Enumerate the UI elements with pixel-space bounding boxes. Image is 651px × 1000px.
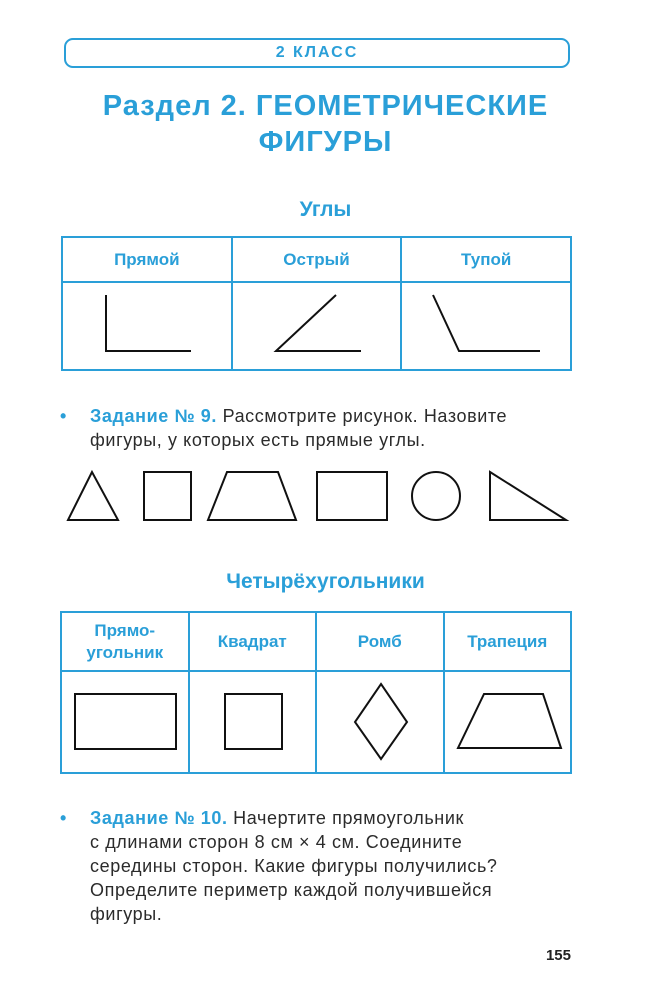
right-angle-icon xyxy=(63,283,233,369)
quad-header-square: Квадрат xyxy=(189,612,317,671)
acute-angle-icon xyxy=(233,283,403,369)
task-9 xyxy=(60,404,576,452)
rectangle-cell xyxy=(61,671,189,773)
obtuse-angle-icon xyxy=(402,283,572,369)
bullet-icon: • xyxy=(60,808,67,828)
quad-header-trapezoid: Трапеция xyxy=(444,612,572,671)
rhombus-icon xyxy=(317,672,445,772)
task-10-text-line1: Начертите прямоугольник xyxy=(233,808,464,828)
circle-icon xyxy=(412,472,460,520)
section-title-line1: Раздел 2. ГЕОМЕТРИЧЕСКИЕ xyxy=(102,90,549,122)
angle-header-right: Прямой xyxy=(62,237,232,282)
bullet-icon: • xyxy=(60,406,67,426)
section-title-line2: ФИГУРЫ xyxy=(258,126,393,158)
quad-header-rectangle xyxy=(61,612,189,671)
angles-heading: Углы xyxy=(299,198,352,221)
square-icon xyxy=(144,472,191,520)
quad-header-rhombus: Ромб xyxy=(316,612,444,671)
trapezoid-icon xyxy=(445,672,573,772)
task-9-shapes xyxy=(60,466,580,526)
rectangle-icon xyxy=(62,672,190,772)
right-triangle-icon xyxy=(490,472,566,520)
page-number: 155 xyxy=(545,947,571,964)
quads-heading: Четырёхугольники xyxy=(226,570,425,593)
rectangle-icon xyxy=(317,472,387,520)
square-cell xyxy=(189,671,317,773)
obtuse-angle-cell xyxy=(401,282,571,370)
task-9-text-line2: фигуры, у которых есть прямые углы. xyxy=(90,430,426,450)
task-10-text-line2: с длинами сторон 8 см × 4 см. Соедините xyxy=(90,832,463,852)
rhombus-cell xyxy=(316,671,444,773)
quad-header-rectangle-line2: угольник xyxy=(86,642,164,662)
angle-header-acute: Острый xyxy=(232,237,402,282)
task-10-text-line4: Определите периметр каждой получившейся xyxy=(90,880,493,900)
triangle-icon xyxy=(68,472,118,520)
section-title xyxy=(0,88,651,160)
grade-banner: 2 КЛАСС xyxy=(64,38,570,68)
task-10-label: Задание № 10. xyxy=(90,808,228,828)
angle-header-obtuse: Тупой xyxy=(401,237,571,282)
quad-header-rectangle-line1: Прямо- xyxy=(94,620,156,640)
trapezoid-icon xyxy=(208,472,296,520)
acute-angle-cell xyxy=(232,282,402,370)
task-10-text-line5: фигуры. xyxy=(90,904,163,924)
task-10-text-line3: середины сторон. Какие фигуры получились? xyxy=(90,856,498,876)
task-10 xyxy=(60,806,576,926)
right-angle-cell xyxy=(62,282,232,370)
square-icon xyxy=(190,672,318,772)
task-9-text-line1: Рассмотрите рисунок. Назовите xyxy=(222,406,508,426)
quads-table xyxy=(60,611,572,774)
angles-table xyxy=(61,236,572,371)
trapezoid-cell xyxy=(444,671,572,773)
task-9-label: Задание № 9. xyxy=(90,406,217,426)
